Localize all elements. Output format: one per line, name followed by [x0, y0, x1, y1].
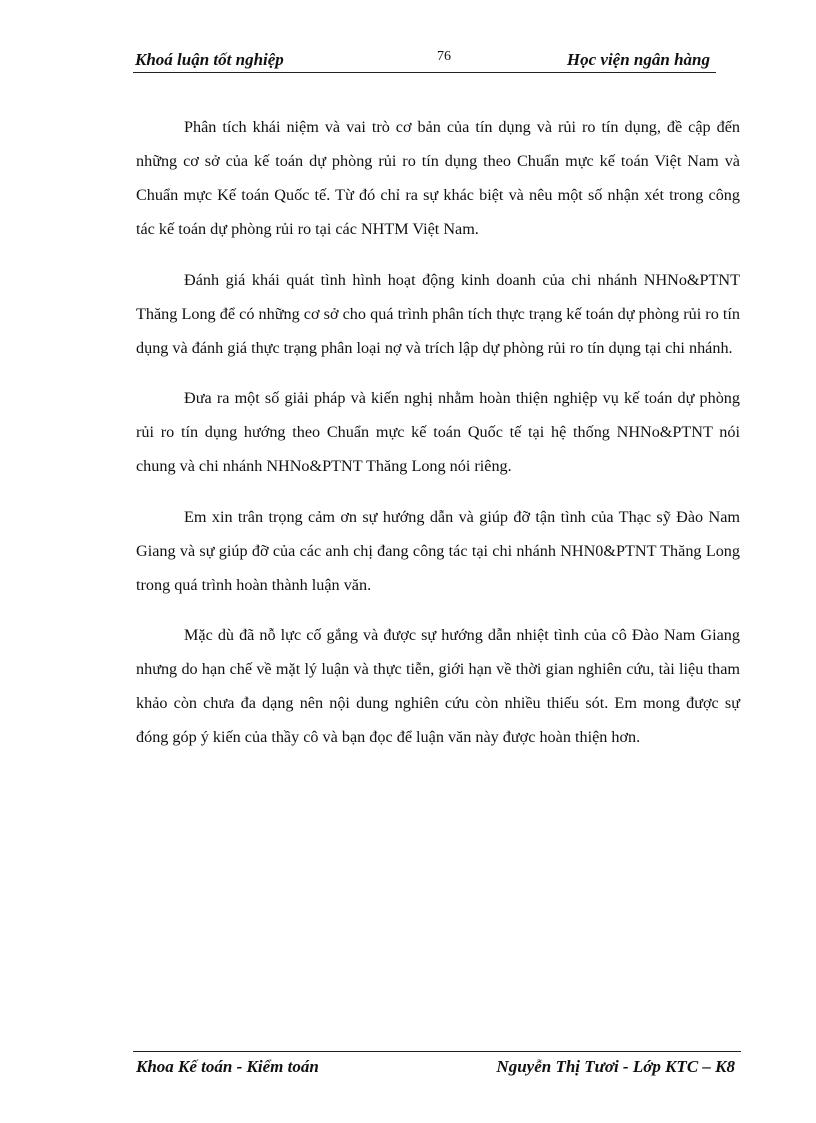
header-thesis-label: Khoá luận tốt nghiệp: [135, 50, 284, 69]
page-number: 76: [437, 49, 451, 64]
page-header: [133, 46, 716, 73]
paragraph-3: Đưa ra một số giải pháp và kiến nghị nhằm hoàn thiện nghiệp vụ kế toán dự phòng rủi ro tín dụng hướng theo Chuẩn mực kế toán Quốc tế tại hệ thống NHNo&PTNT nói chung và chi nhánh NHNo&PTNT Thăng Long nói riêng.: [136, 389, 740, 475]
footer-faculty: Khoa Kế toán - Kiểm toán: [136, 1057, 319, 1076]
document-body: [136, 110, 740, 771]
header-institution: Học viện ngân hàng: [566, 50, 710, 69]
paragraph-2: Đánh giá khái quát tình hình hoạt động kinh doanh của chi nhánh NHNo&PTNT Thăng Long để có những cơ sở cho quá trình phân tích thực trạng kế toán dự phòng rủi ro tín dụng và đánh giá thực trạng phân loại nợ và trích lập dự phòng rủi ro tín dụng tại chi nhánh.: [136, 270, 740, 357]
paragraph-5: Mặc dù đã nỗ lực cố gắng và được sự hướng dẫn nhiệt tình của cô Đào Nam Giang nhưng do hạn chế về mặt lý luận và thực tiễn, giới hạn về thời gian nghiên cứu, tài liệu tham khảo còn chưa đa dạng nên nội dung nghiên cứu còn nhiều thiếu sót. Em mong được sự đóng góp ý kiến của thầy cô và bạn đọc để luận văn này được hoàn thiện hơn.: [136, 626, 740, 746]
page-footer: [133, 1051, 741, 1082]
paragraph-1: Phân tích khái niệm và vai trò cơ bản của tín dụng và rủi ro tín dụng, đề cập đến những cơ sở của kế toán dự phòng rủi ro tín dụng theo Chuẩn mực kế toán Việt Nam và Chuẩn mực Kế toán Quốc tế. Từ đó chỉ ra sự khác biệt và nêu một số nhận xét trong công tác kế toán dự phòng rủi ro tại các NHTM Việt Nam.: [136, 118, 740, 238]
footer-author: Nguyễn Thị Tươi - Lớp KTC – K8: [496, 1057, 735, 1076]
paragraph-4: Em xin trân trọng cảm ơn sự hướng dẫn và giúp đỡ tận tình của Thạc sỹ Đào Nam Giang và sự giúp đỡ của các anh chị đang công tác tại chi nhánh NHN0&PTNT Thăng Long trong quá trình hoàn thành luận văn.: [136, 507, 740, 594]
